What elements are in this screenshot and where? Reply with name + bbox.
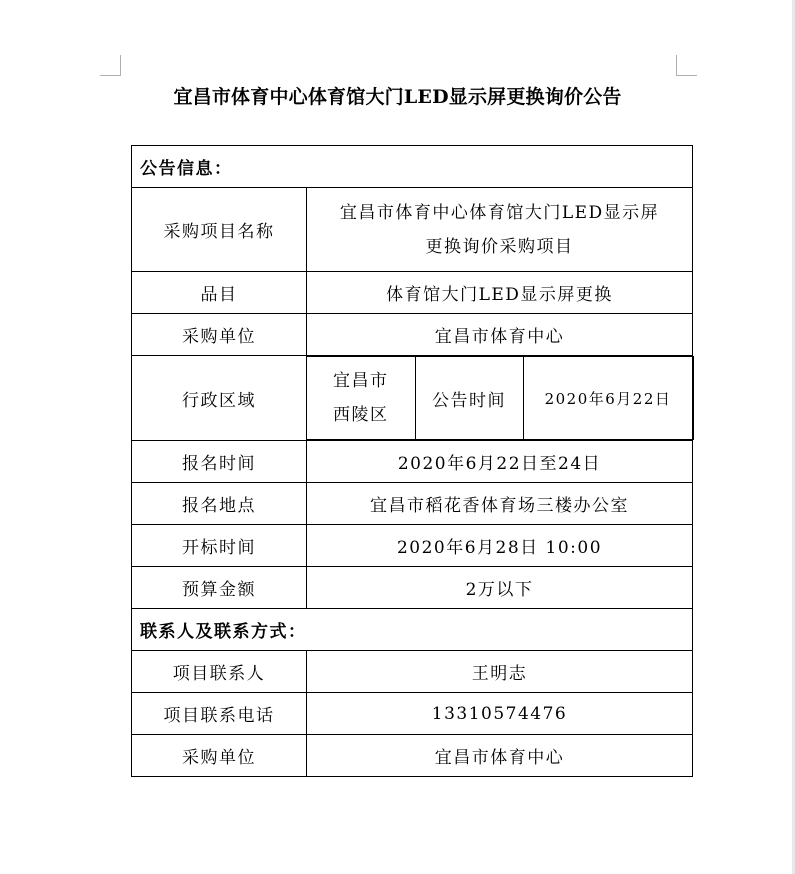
contact-buyer-label: 采购单位 bbox=[132, 735, 307, 777]
table-row bbox=[132, 188, 693, 272]
project-name-label: 采购项目名称 bbox=[132, 188, 307, 272]
region-line1: 宜昌市 bbox=[333, 371, 389, 391]
buyer-label: 采购单位 bbox=[132, 314, 307, 356]
announcement-table bbox=[131, 145, 693, 777]
table-row bbox=[132, 483, 693, 525]
margin-corner-top-right bbox=[676, 55, 697, 76]
item-label: 品目 bbox=[132, 272, 307, 314]
contact-phone-value: 13310574476 bbox=[307, 693, 693, 735]
table-row bbox=[132, 441, 693, 483]
signup-place-label: 报名地点 bbox=[132, 483, 307, 525]
project-name-line1: 宜昌市体育中心体育馆大门LED显示屏 bbox=[339, 202, 660, 223]
table-row bbox=[132, 272, 693, 314]
table-row bbox=[132, 567, 693, 609]
bid-time-value: 2020年6月28日 10:00 bbox=[307, 525, 693, 567]
signup-time-label: 报名时间 bbox=[132, 441, 307, 483]
region-line2: 西陵区 bbox=[333, 405, 389, 425]
contact-person-label: 项目联系人 bbox=[132, 651, 307, 693]
table-row bbox=[132, 651, 693, 693]
contact-person-value: 王明志 bbox=[307, 651, 693, 693]
signup-time-value: 2020年6月22日至24日 bbox=[307, 441, 693, 483]
table-row bbox=[132, 525, 693, 567]
budget-label: 预算金额 bbox=[132, 567, 307, 609]
signup-place-value: 宜昌市稻花香体育场三楼办公室 bbox=[307, 483, 693, 525]
table-row bbox=[132, 356, 693, 441]
section-contact-header: 联系人及联系方式： bbox=[132, 609, 693, 651]
notice-time-label: 公告时间 bbox=[415, 357, 523, 440]
contact-phone-label: 项目联系电话 bbox=[132, 693, 307, 735]
region-cell bbox=[307, 356, 693, 441]
contact-buyer-value: 宜昌市体育中心 bbox=[307, 735, 693, 777]
region-label: 行政区域 bbox=[132, 356, 307, 441]
document-title: 宜昌市体育中心体育馆大门LED显示屏更换询价公告 bbox=[173, 86, 622, 108]
margin-corner-top-left bbox=[100, 55, 121, 76]
region-value bbox=[307, 357, 415, 440]
item-value: 体育馆大门LED显示屏更换 bbox=[307, 272, 693, 314]
project-name-line2: 更换询价采购项目 bbox=[425, 236, 574, 257]
project-name-value bbox=[307, 188, 693, 272]
buyer-value: 宜昌市体育中心 bbox=[307, 314, 693, 356]
notice-time-value: 2020年6月22日 bbox=[523, 357, 693, 440]
bid-time-label: 开标时间 bbox=[132, 525, 307, 567]
section-notice-header: 公告信息： bbox=[132, 146, 693, 188]
budget-value: 2万以下 bbox=[307, 567, 693, 609]
table-row bbox=[132, 314, 693, 356]
table-row bbox=[132, 735, 693, 777]
region-inner-table bbox=[307, 356, 694, 440]
table-row bbox=[132, 693, 693, 735]
